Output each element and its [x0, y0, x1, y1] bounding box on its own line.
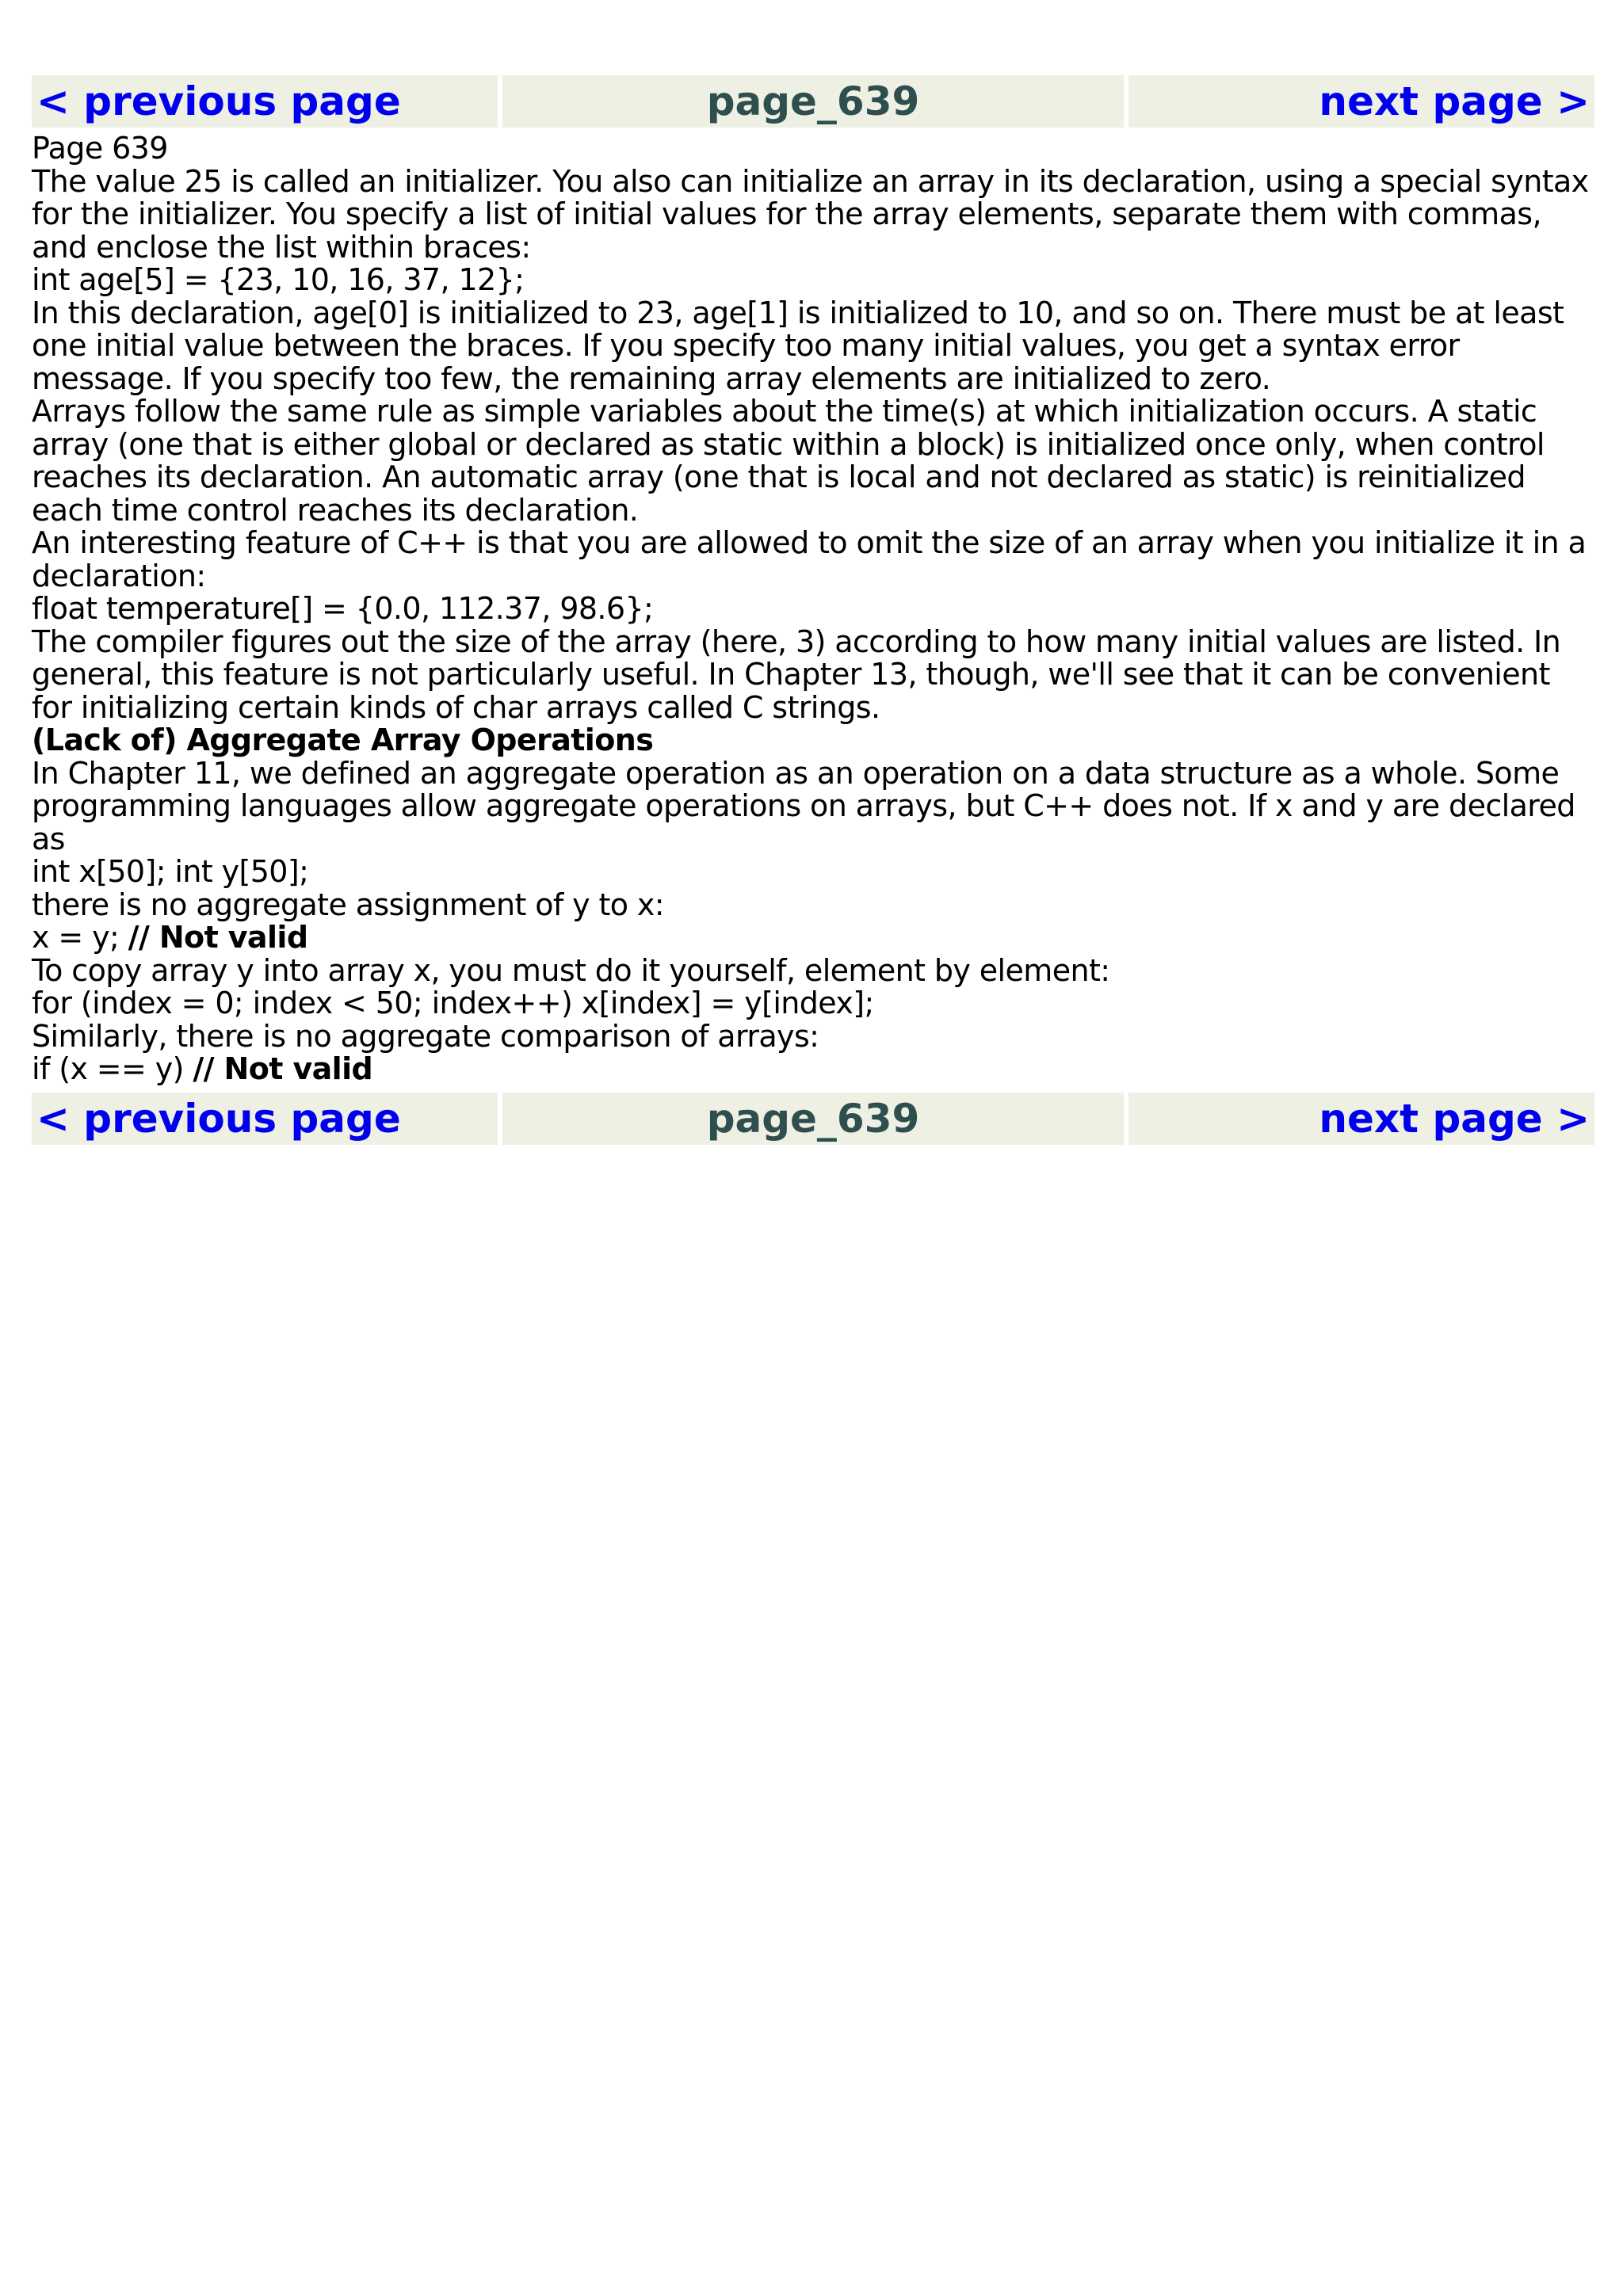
section-heading: (Lack of) Aggregate Array Operations	[32, 723, 654, 757]
book-page	[32, 75, 1594, 1145]
top-page-label: page_639	[502, 75, 1124, 128]
code-line	[32, 921, 1594, 955]
code-comment: // Not valid	[128, 920, 308, 955]
paragraph: Arrays follow the same rule as simple variables about the time(s) at which initialization occurs. A static array (one that is either global or declared as static within a block) is initialized once only, when control reaches its declaration. An automatic array (one that is local and not declared as static) is reinitialized each time control reaches its declaration.	[32, 394, 1545, 528]
code-text: x = y;	[32, 920, 128, 955]
code-comment: // Not valid	[193, 1051, 373, 1086]
page-number: Page 639	[32, 131, 168, 166]
paragraph: The compiler figures out the size of the array (here, 3) according to how many initial values are listed. In general, this feature is not particularly useful. In Chapter 13, though, we'll see that it can be convenient for initializing certain kinds of char arrays called C strings.	[32, 624, 1561, 725]
code-line: for (index = 0; index < 50; index++) x[index] = y[index];	[32, 986, 874, 1020]
bottom-page-label: page_639	[502, 1093, 1124, 1145]
paragraph: The value 25 is called an initializer. You also can initialize an array in its declaration, using a special syntax for the initializer. You specify a list of initial values for the array elements, separate them with commas, and enclose the list within braces:	[32, 163, 1589, 265]
code-text: if (x == y)	[32, 1051, 193, 1086]
top-previous-page-link[interactable]: < previous page	[32, 75, 498, 128]
paragraph: there is no aggregate assignment of y to x:	[32, 887, 665, 922]
top-navigation-bar	[32, 75, 1594, 128]
code-line: int age[5] = {23, 10, 16, 37, 12};	[32, 262, 525, 297]
paragraph: An interesting feature of C++ is that you are allowed to omit the size of an array when you initialize it in a declaration:	[32, 525, 1587, 593]
paragraph: Similarly, there is no aggregate comparison of arrays:	[32, 1018, 819, 1054]
bottom-previous-page-link[interactable]: < previous page	[32, 1093, 498, 1145]
bottom-next-page-link[interactable]: next page >	[1128, 1093, 1594, 1145]
paragraph: To copy array y into array x, you must do it yourself, element by element:	[32, 952, 1110, 988]
code-line: int x[50]; int y[50];	[32, 854, 309, 889]
code-line	[32, 1053, 1594, 1086]
page-content	[32, 128, 1594, 1093]
paragraph: In this declaration, age[0] is initialized to 23, age[1] is initialized to 10, and so on. There must be at least one initial value between the braces. If you specify too many initial values, you get a syntax error message. If you specify too few, the remaining array elements are initialized to zero.	[32, 295, 1564, 396]
bottom-navigation-bar	[32, 1093, 1594, 1145]
paragraph: In Chapter 11, we defined an aggregate operation as an operation on a data structure as a whole. Some programming languages allow aggregate operations on arrays, but C++ does not. If x and y are declared as	[32, 755, 1575, 856]
top-next-page-link[interactable]: next page >	[1128, 75, 1594, 128]
code-line: float temperature[] = {0.0, 112.37, 98.6};	[32, 591, 654, 626]
